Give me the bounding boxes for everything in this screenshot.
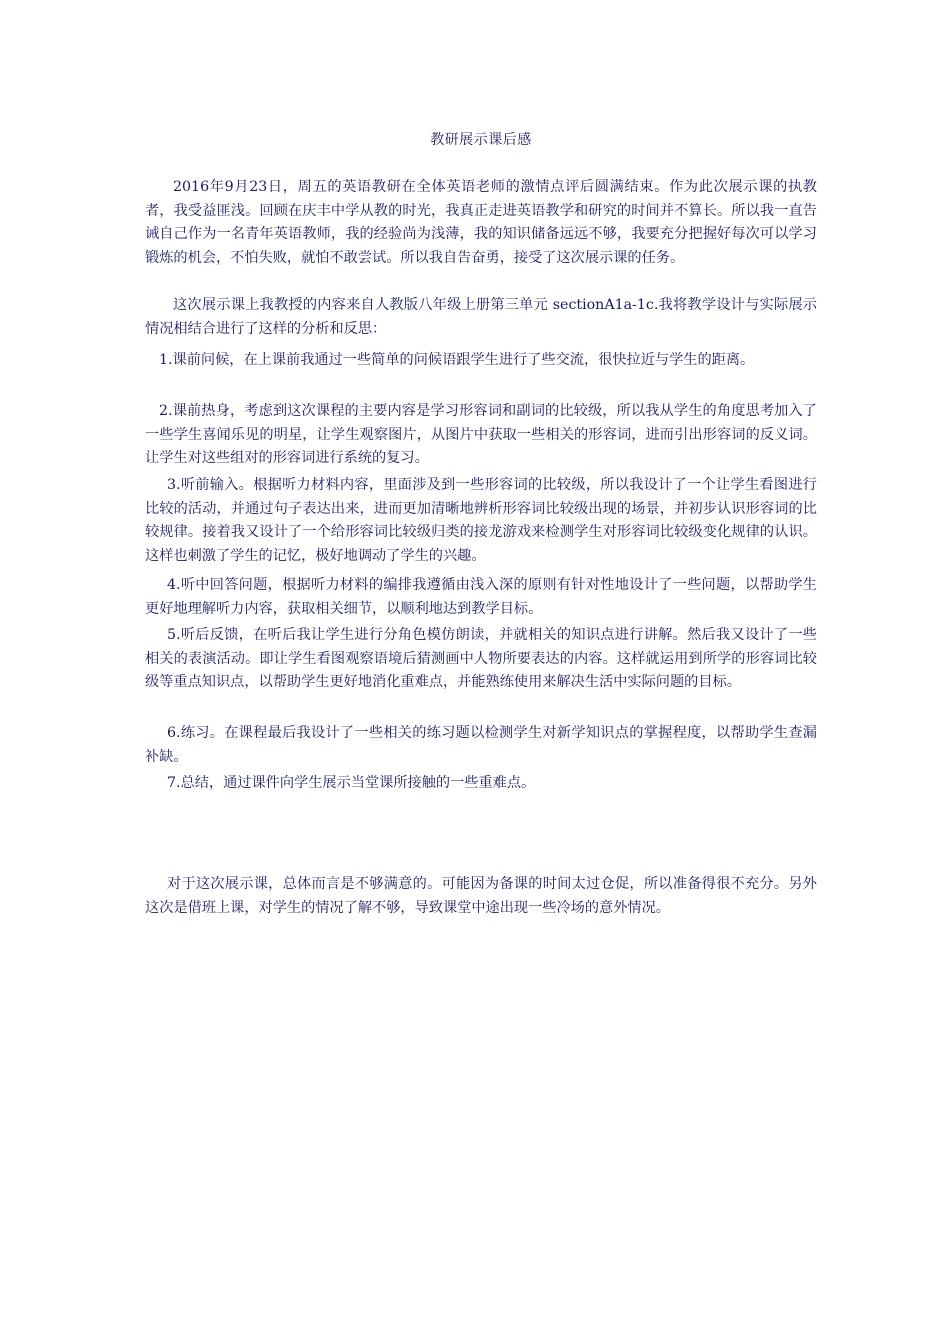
paragraph-lesson-content: 这次展示课上我教授的内容来自人教版八年级上册第三单元 sectionA1a-1c.我将教学设计与实际展示情况相结合进行了这样的分析和反思： xyxy=(145,297,817,337)
paragraph-reflection: 对于这次展示课，总体而言是不够满意的。可能因为备课的时间太过仓促，所以准备得很不充分。另外这次是借班上课，对学生的情况了解不够，导致课堂中途出现一些冷场的意外情况。 xyxy=(145,876,817,916)
list-item-warmup: 2.课前热身，考虑到这次课程的主要内容是学习形容词和副词的比较级，所以我从学生的角度思考加入了一些学生喜闻乐见的明星，让学生观察图片，从图片中获取一些相关的形容词，进而引出形容词的反义词。让学生对这些组对的形容词进行系统的复习。 xyxy=(145,403,817,466)
list-item-greeting: 1.课前问候，在上课前我通过一些简单的问候语跟学生进行了些交流，很快拉近与学生的距离。 xyxy=(159,352,755,368)
list-item-practice: 6.练习。在课程最后我设计了一些相关的练习题以检测学生对新学知识点的掌握程度，以帮助学生查漏补缺。 xyxy=(145,725,817,765)
paragraph-intro: 2016年9月23日，周五的英语教研在全体英语老师的激情点评后圆满结束。作为此次展示课的执教者，我受益匪浅。回顾在庆丰中学从教的时光，我真正走进英语教学和研究的时间并不算长。所以我一直告诫自己作为一名青年英语教师，我的经验尚为浅薄，我的知识储备远远不够，我要充分把握好每次可以学习锻炼的机会，不怕失败，就怕不敢尝试。所以我自告奋勇，接受了这次展示课的任务。 xyxy=(145,179,817,266)
list-item-whilelistening: 4.听中回答问题，根据听力材料的编排我遵循由浅入深的原则有针对性地设计了一些问题，以帮助学生更好地理解听力内容，获取相关细节，以顺利地达到教学目标。 xyxy=(145,577,817,617)
document-title: 教研展示课后感 xyxy=(430,132,532,148)
list-item-summary: 7.总结，通过课件向学生展示当堂课所接触的一些重难点。 xyxy=(167,775,536,791)
list-item-postlistening: 5.听后反馈，在听后我让学生进行分角色模仿朗读，并就相关的知识点进行讲解。然后我又设计了一些相关的表演活动。即让学生看图观察语境后猜测画中人物所要表达的内容。这样就运用到所学的形容词比较级等重点知识点，以帮助学生更好地消化重难点，并能熟练使用来解决生活中实际问题的目标。 xyxy=(145,627,817,690)
list-item-prelistening: 3.听前输入。根据听力材料内容，里面涉及到一些形容词的比较级，所以我设计了一个让学生看图进行比较的活动，并通过句子表达出来，进而更加清晰地辨析形容词比较级出现的场景，并初步认识形容词的比较规律。接着我又设计了一个给形容词比较级归类的接龙游戏来检测学生对形容词比较级变化规律的认识。这样也刺激了学生的记忆，极好地调动了学生的兴趣。 xyxy=(145,477,817,564)
